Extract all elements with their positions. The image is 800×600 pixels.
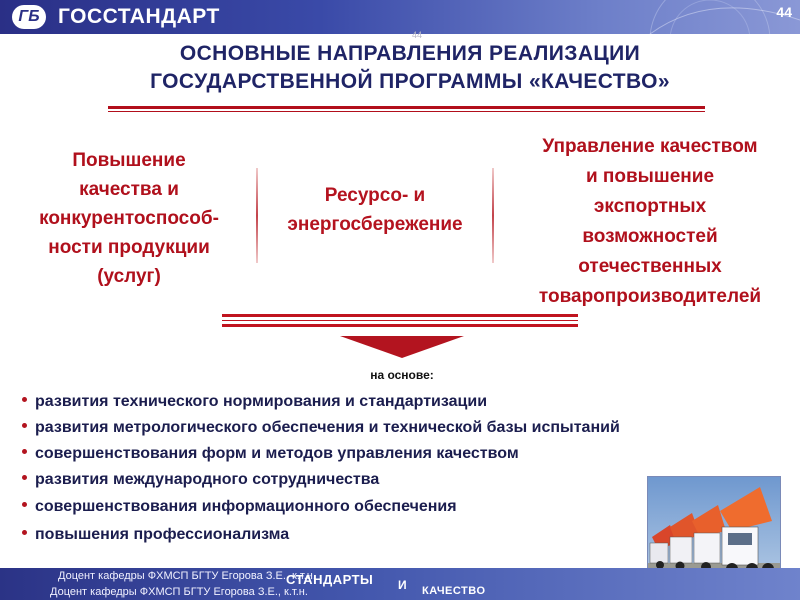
- direction-1-line: Повышение: [72, 150, 186, 171]
- list-item: [22, 441, 782, 467]
- direction-3-line: возможностей: [582, 226, 718, 247]
- divider-line: [222, 320, 578, 321]
- divider-line: [222, 314, 578, 317]
- slide-number: 44: [776, 4, 792, 20]
- direction-3-line: Управление качеством: [542, 136, 758, 157]
- down-arrow-icon: [340, 336, 464, 358]
- footer-mark-standards: СТАНДАРТЫ: [286, 572, 374, 587]
- brand-title: ГОССТАНДАРТ: [58, 5, 220, 28]
- column-separator: [256, 168, 258, 263]
- list-item-text: развития метрологического обеспечения и технической базы испытаний: [35, 419, 620, 436]
- title-underline-thin: [108, 111, 705, 112]
- list-item-text: совершенствования информационного обеспечения: [35, 498, 457, 515]
- bullet-icon: [22, 475, 27, 480]
- column-separator: [492, 168, 494, 263]
- bullet-icon: [22, 423, 27, 428]
- divider-line: [222, 324, 578, 327]
- direction-3-line: экспортных: [593, 196, 707, 217]
- title-line-2: ГОСУДАРСТВЕННОЙ ПРОГРАММЫ «КАЧЕСТВО»: [150, 70, 670, 93]
- bullet-icon: [22, 449, 27, 454]
- direction-2-line: энергосбережение: [287, 214, 463, 235]
- direction-quality-management-export: [502, 132, 798, 312]
- direction-3-line: товаропроизводителей: [538, 286, 762, 307]
- direction-1-line: ности продукции: [48, 237, 210, 258]
- bullet-icon: [22, 530, 27, 535]
- direction-3-line: отечественных: [578, 256, 722, 277]
- footer-author-line-2: Доцент кафедры ФХМСП БГТУ Егорова З.Е., к.т.н.: [50, 586, 308, 598]
- footer-mark-quality: КАЧЕСТВО: [422, 585, 486, 597]
- direction-1-line: конкурентоспособ-: [39, 208, 219, 229]
- slide-title: [100, 40, 720, 96]
- direction-2-line: Ресурсо- и: [324, 185, 426, 206]
- direction-quality-competitiveness: [6, 146, 252, 291]
- list-item-text: развития технического нормирования и стандартизации: [35, 393, 488, 410]
- list-item: [22, 415, 782, 441]
- footer-author-line-1: Доцент кафедры ФХМСП БГТУ Егорова З.Е., к.т.н.: [58, 570, 316, 582]
- list-item-text: развития международного сотрудничества: [35, 471, 380, 488]
- footer-mark-and: И: [398, 578, 408, 592]
- direction-3-line: и повышение: [585, 166, 715, 187]
- title-underline: [108, 106, 705, 109]
- bullet-icon: [22, 397, 27, 402]
- direction-resource-energy-saving: [262, 181, 488, 239]
- list-item-text: совершенствования форм и методов управления качеством: [35, 445, 519, 462]
- title-line-1: ОСНОВНЫЕ НАПРАВЛЕНИЯ РЕАЛИЗАЦИИ: [179, 42, 641, 65]
- list-item: [22, 389, 782, 415]
- bullet-icon: [22, 502, 27, 507]
- header-band: [0, 0, 800, 34]
- direction-1-line: (услуг): [97, 266, 161, 287]
- gosstandart-logo: ГБ: [12, 5, 46, 29]
- list-item-text: повышения профессионализма: [35, 526, 290, 543]
- direction-1-line: качества и: [79, 179, 179, 200]
- basis-label: на основе:: [370, 368, 434, 382]
- faint-slide-number: 44: [412, 30, 423, 40]
